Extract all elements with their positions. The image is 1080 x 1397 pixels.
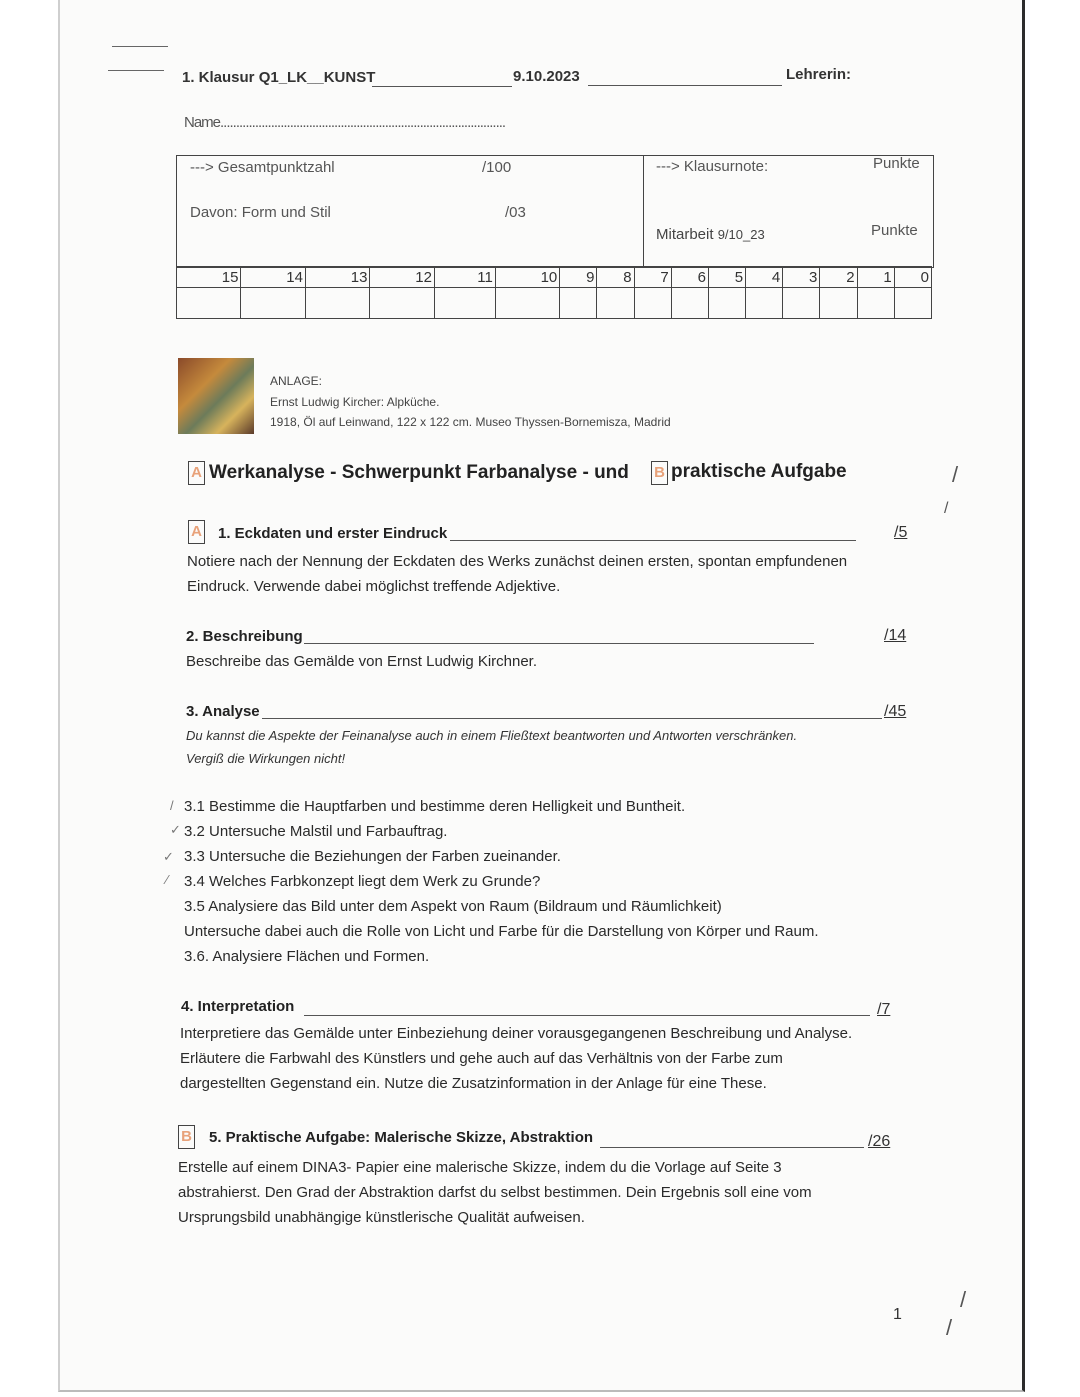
grade-entry-cell (820, 288, 857, 319)
task4-title: 4. Interpretation (181, 998, 295, 1015)
total-points-value: /100 (482, 159, 512, 176)
grade-scale-cell: 10 (495, 267, 559, 288)
check-mark-icon: ✓ (170, 822, 181, 837)
grade-scale-cell: 15 (177, 267, 241, 288)
task4-points: /7 (877, 1001, 891, 1018)
title-underline (372, 86, 512, 87)
task3-title: 3. Analyse (186, 703, 260, 720)
task4-line: Interpretiere das Gemälde unter Einbeziehung deiner vorausgegangenen Beschreibung und Analyse. (180, 1025, 853, 1042)
form-style-value: /03 (505, 204, 526, 221)
task3-item: 3.3 Untersuche die Beziehungen der Farben zueinander. (184, 848, 561, 865)
grade-scale-entry (177, 288, 932, 319)
exam-title: 1. Klausur Q1_LK__KUNST (182, 69, 376, 86)
grade-scale-cell: 2 (820, 267, 857, 288)
grade-entry-cell (370, 288, 434, 319)
task5-rule (600, 1147, 864, 1148)
grade-scale-cell: 9 (560, 267, 597, 288)
task5-text (178, 1155, 812, 1230)
task3-item: 3.6. Analysiere Flächen und Formen. (184, 948, 430, 965)
grade-entry-cell (560, 288, 597, 319)
grade-scale-cell: 6 (671, 267, 708, 288)
page-number: 1 (893, 1306, 902, 1323)
grade-scale-cell: 5 (708, 267, 745, 288)
task5-line: Erstelle auf einem DINA3- Papier eine malerische Skizze, indem du die Vorlage auf Seite 3 (178, 1159, 782, 1176)
grade-entry-cell (894, 288, 931, 319)
task3-hint-line: Vergiß die Wirkungen nicht! (186, 751, 346, 766)
task1-badge: A (188, 520, 205, 544)
task3-item: 3.4 Welches Farbkonzept liegt dem Werk zu Grunde? (184, 873, 541, 890)
score-box-divider (643, 155, 644, 266)
attachment-label: ANLAGE: (270, 374, 323, 388)
participation (656, 226, 765, 243)
task1-points: /5 (894, 524, 908, 541)
grade-scale-cell: 8 (597, 267, 634, 288)
grade-entry-cell (671, 288, 708, 319)
task3-rule (262, 718, 882, 719)
task5-badge: B (178, 1125, 195, 1149)
grade-scale-table (176, 266, 932, 319)
task3-hint-line: Du kannst die Aspekte der Feinanalyse auch in einem Fließtext beantworten und Antworten verschränken. (186, 728, 798, 743)
task5-line: Ursprungsbild unabhängige künstlerische Qualität aufweisen. (178, 1209, 585, 1226)
grade-scale-cell: 0 (894, 267, 931, 288)
painting-thumbnail (178, 358, 254, 434)
badge-a: A (188, 461, 205, 485)
grade-scale-cell: 11 (434, 267, 495, 288)
heading-part-a: Werkanalyse - Schwerpunkt Farbanalyse - und (209, 462, 629, 483)
task4-line: dargestellten Gegenstand ein. Nutze die Zusatzinformation in der Anlage für eine These. (180, 1075, 767, 1092)
grade-scale-cell: 12 (370, 267, 434, 288)
participation-date: 9/10_23 (717, 227, 765, 242)
task5-line: abstrahierst. Den Grad der Abstraktion darfst du selbst bestimmen. Dein Ergebnis soll eine vom (178, 1184, 812, 1201)
grade-entry-cell (434, 288, 495, 319)
grade-entry-cell (857, 288, 894, 319)
grade-scale-cell: 13 (305, 267, 369, 288)
task5-points: /26 (868, 1133, 891, 1150)
grade-label: ---> Klausurnote: (656, 158, 769, 175)
grade-scale-cell: 14 (241, 267, 305, 288)
form-style-label: Davon: Form und Stil (190, 204, 331, 221)
grade-entry-cell (241, 288, 305, 319)
grade-entry-cell (746, 288, 783, 319)
margin-mark (108, 70, 164, 71)
total-points-label: ---> Gesamtpunktzahl (190, 159, 335, 176)
grade-scale-cell: 7 (634, 267, 671, 288)
task1-text (187, 549, 847, 599)
name-field: Name.......................................................................................... (184, 114, 506, 131)
task3-item: Untersuche dabei auch die Rolle von Licht und Farbe für die Darstellung von Körper und Raum. (184, 923, 819, 940)
attachment-work: Ernst Ludwig Kircher: Alpküche. (270, 395, 440, 409)
check-mark-icon: ⁄ (166, 872, 169, 887)
date-underline (588, 85, 782, 86)
grade-scale-cell: 4 (746, 267, 783, 288)
task3-item: 3.2 Untersuche Malstil und Farbauftrag. (184, 823, 448, 840)
task3-items (184, 794, 819, 969)
grade-scale-header (177, 267, 932, 288)
task3-points: /45 (884, 703, 907, 720)
task4-rule (304, 1015, 870, 1016)
grade-scale-cell: 3 (783, 267, 820, 288)
check-mark-icon: / (170, 798, 174, 813)
grade-scale-cell: 1 (857, 267, 894, 288)
task5-title: 5. Praktische Aufgabe: Malerische Skizze, Abstraktion (209, 1129, 594, 1146)
margin-mark (112, 46, 168, 47)
task3-item: 3.5 Analysiere das Bild unter dem Aspekt von Raum (Bildraum und Räumlichkeit) (184, 898, 722, 915)
points-label: Punkte (871, 222, 918, 239)
grade-entry-cell (305, 288, 369, 319)
task1-line: Eindruck. Verwende dabei möglichst treffende Adjektive. (187, 578, 561, 595)
task2-text: Beschreibe das Gemälde von Ernst Ludwig Kirchner. (186, 653, 538, 670)
pencil-mark: / (944, 500, 949, 517)
grade-entry-cell (177, 288, 241, 319)
task3-hint (186, 724, 797, 770)
task2-points: /14 (884, 627, 907, 644)
pencil-mark: / (960, 1287, 967, 1312)
task4-text (180, 1021, 852, 1096)
task3-item: 3.1 Bestimme die Hauptfarben und bestimme deren Helligkeit und Buntheit. (184, 798, 686, 815)
task1-line: Notiere nach der Nennung der Eckdaten des Werks zunächst deinen ersten, spontan empfundenen (187, 553, 848, 570)
grade-entry-cell (783, 288, 820, 319)
participation-label: Mitarbeit (656, 226, 714, 243)
task1-rule (450, 540, 856, 541)
heading-part-b: praktische Aufgabe (671, 461, 847, 482)
exam-date: 9.10.2023 (513, 68, 580, 85)
badge-b: B (651, 461, 668, 485)
grade-entry-cell (495, 288, 559, 319)
task2-title: 2. Beschreibung (186, 628, 303, 645)
teacher-label: Lehrerin: (786, 66, 852, 83)
pencil-mark: / (946, 1315, 953, 1340)
points-label: Punkte (873, 155, 920, 172)
task4-line: Erläutere die Farbwahl des Künstlers und gehe auch auf das Verhältnis von der Farbe zum (180, 1050, 783, 1067)
task1-title: 1. Eckdaten und erster Eindruck (218, 525, 448, 542)
check-mark-icon: ✓ (163, 849, 174, 864)
grade-entry-cell (634, 288, 671, 319)
grade-entry-cell (597, 288, 634, 319)
pencil-mark: / (952, 462, 959, 487)
task2-rule (304, 643, 814, 644)
grade-entry-cell (708, 288, 745, 319)
attachment-details: 1918, Öl auf Leinwand, 122 x 122 cm. Museo Thyssen-Bornemisza, Madrid (270, 415, 671, 429)
